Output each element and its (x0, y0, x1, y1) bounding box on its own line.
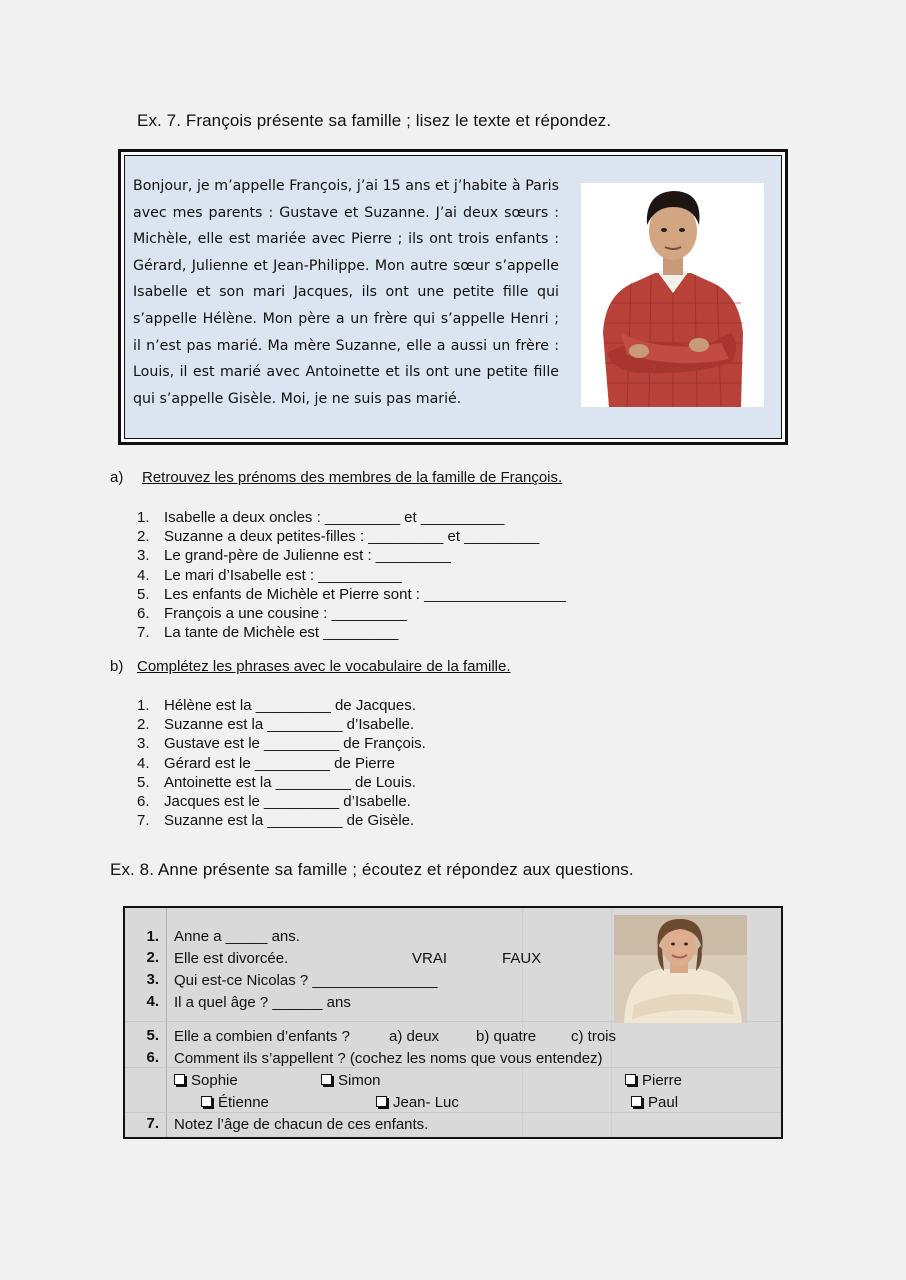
list-item: 3. Le grand-père de Julienne est : _________ (137, 547, 451, 565)
q5-number: 5. (146, 1027, 159, 1044)
list-item: 2. Suzanne est la _________ d’Isabelle. (137, 716, 415, 734)
q3-text: Qui est-ce Nicolas ? _______________ (174, 972, 438, 989)
q7-text: Notez l’âge de chacun de ces enfants. (174, 1116, 429, 1133)
table-divider (125, 1067, 781, 1068)
section-a-title: Retrouvez les prénoms des membres de la famille de François. (142, 469, 563, 486)
checkbox-icon[interactable] (625, 1074, 636, 1085)
name-checkbox-sophie[interactable]: Sophie (174, 1072, 238, 1089)
ex8-table (123, 906, 783, 1139)
checkbox-icon[interactable] (201, 1096, 212, 1107)
name-checkbox-paul[interactable]: Paul (631, 1094, 678, 1111)
list-item: 1. Isabelle a deux oncles : _________ et __________ (137, 509, 505, 526)
section-a-list (137, 508, 566, 642)
q1-number: 1. (146, 928, 159, 945)
q4-number: 4. (146, 993, 159, 1010)
q6-text: Comment ils s’appellent ? (cochez les noms que vous entendez) (174, 1050, 603, 1067)
list-item: 3. Gustave est le _________ de François. (137, 735, 426, 753)
francois-photo (581, 183, 764, 407)
checkbox-icon[interactable] (376, 1096, 387, 1107)
q7-number: 7. (146, 1115, 159, 1132)
list-item: 5. Les enfants de Michèle et Pierre sont : _________________ (137, 585, 566, 603)
story-box-inner (124, 155, 782, 439)
list-item: 6. Jacques est le _________ d’Isabelle. (137, 793, 411, 811)
list-item: 7. La tante de Michèle est _________ (137, 624, 399, 642)
section-b-letter: b) (110, 658, 124, 675)
list-item: 5. Antoinette est la _________ de Louis. (137, 773, 416, 791)
list-item: 4. Gérard est le _________ de Pierre (137, 754, 395, 772)
teen-boy-illustration (581, 183, 764, 407)
table-divider (611, 908, 612, 1137)
ex8-title: Ex. 8. Anne présente sa famille ; écoutez et répondez aux questions. (110, 860, 634, 879)
q4-text: Il a quel âge ? ______ ans (174, 994, 351, 1011)
section-b-title: Complétez les phrases avec le vocabulaire de la famille. (137, 658, 511, 675)
q5-text: Elle a combien d’enfants ? (174, 1028, 350, 1045)
story-box (118, 149, 788, 445)
list-item: 2. Suzanne a deux petites-filles : _________ et _________ (137, 528, 540, 546)
table-divider (522, 908, 523, 1137)
table-divider (166, 908, 167, 1137)
q2-text: Elle est divorcée. (174, 950, 289, 967)
woman-illustration (614, 915, 747, 1023)
name-checkbox-etienne[interactable]: Étienne (201, 1094, 269, 1111)
q1-text: Anne a _____ ans. (174, 928, 300, 945)
name-checkbox-simon[interactable]: Simon (321, 1072, 381, 1089)
list-item: 1. Hélène est la _________ de Jacques. (137, 697, 416, 714)
anne-photo (614, 915, 747, 1023)
q5-option-b[interactable]: b) quatre (476, 1028, 537, 1045)
section-b-list (137, 696, 426, 830)
section-a-letter: a) (110, 469, 124, 486)
checkbox-icon[interactable] (321, 1074, 332, 1085)
vrai-option[interactable]: VRAI (412, 950, 448, 967)
q5-option-a[interactable]: a) deux (389, 1028, 440, 1045)
q6-number: 6. (146, 1049, 159, 1066)
list-item: 4. Le mari d’Isabelle est : __________ (137, 566, 402, 584)
list-item: 7. Suzanne est la _________ de Gisèle. (137, 812, 415, 830)
ex7-title: Ex. 7. François présente sa famille ; lisez le texte et répondez. (137, 111, 612, 130)
q5-option-c[interactable]: c) trois (571, 1028, 616, 1045)
story-text: Bonjour, je m’appelle François, j’ai 15 ans et j’habite à Paris avec mes parents : Gustave et Suzanne. J’ai deux sœurs : Michèle, elle est mariée avec Pierre ; ils ont trois enfants : Gérard, Julienne et Jean-Philippe. Mon autre sœur s’appelle Isabelle et son mari Jacques, ils ont une petite fille qui s’appelle Hélène. Mon père a un frère qui s’appelle Henri ; il n’est pas marié. Ma mère Suzanne, elle a aussi un frère : Louis, il est marié avec Antoinette et ils ont une petite fille qui s’appelle Gisèle. Moi, je ne suis pas marié. (133, 178, 559, 407)
checkbox-icon[interactable] (174, 1074, 185, 1085)
faux-option[interactable]: FAUX (502, 950, 542, 967)
name-checkbox-pierre[interactable]: Pierre (625, 1072, 682, 1089)
table-divider (125, 1112, 781, 1113)
q2-number: 2. (146, 949, 159, 966)
checkbox-icon[interactable] (631, 1096, 642, 1107)
name-checkbox-jean-luc[interactable]: Jean- Luc (376, 1094, 459, 1111)
q3-number: 3. (146, 971, 159, 988)
list-item: 6. François a une cousine : _________ (137, 605, 407, 623)
